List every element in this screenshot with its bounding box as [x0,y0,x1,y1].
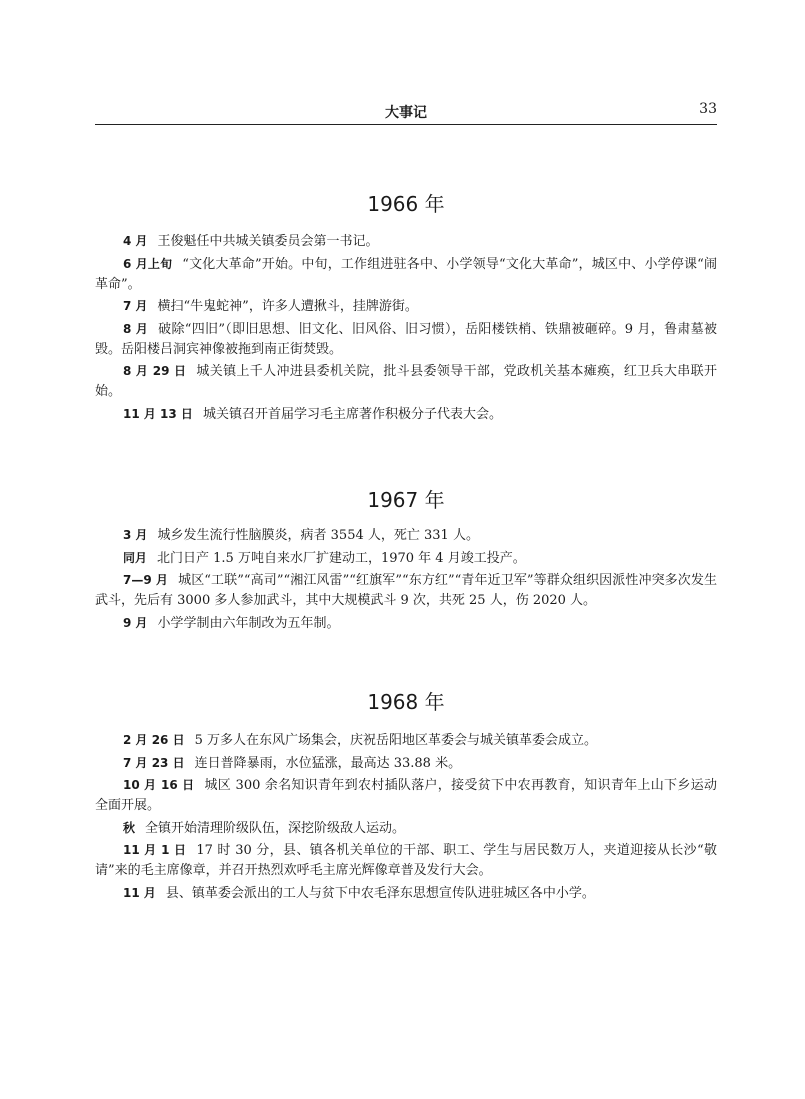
entry-text: 县、镇革委会派出的工人与贫下中农毛泽东思想宣传队进驻城区各中小学。 [165,885,595,901]
entry [95,883,717,904]
entry [95,613,717,634]
entry-text: 连日普降暴雨，水位猛涨，最高达 33.88 米。 [194,755,462,771]
entry [95,548,717,569]
entry [95,319,717,360]
entry [95,818,717,839]
entry-text: “文化大革命”开始。中旬，工作组进驻各中、小学领导“文化大革命”，城区中、小学停课“闹革命”。 [95,256,717,292]
entry-date: 8 月 29 日 [123,364,187,378]
entry [95,296,717,317]
entries-1967 [95,525,717,635]
entry-text: 北门日产 1.5 万吨自来水厂扩建动工，1970 年 4 月竣工投产。 [157,550,526,566]
year-heading-1967: 1967 年 [367,488,445,512]
entry-date: 8 月 [123,321,149,336]
entry-date: 7 月 23 日 [123,755,185,770]
entry [95,753,717,774]
entry-text: 破除“四旧”（即旧思想、旧文化、旧风俗、旧习惯），岳阳楼铁梢、铁鼎被砸碎。9 月，鲁肃墓被毁。岳阳楼吕洞宾神像被拖到南正街焚毁。 [95,321,717,357]
entry-text: 5 万多人在东风广场集会，庆祝岳阳地区革委会与城关镇革委会成立。 [194,733,597,748]
entry [95,570,717,611]
entry-text: 全镇开始清理阶级队伍，深挖阶级敌人运动。 [145,820,406,836]
entry-text: 17 时 30 分，县、镇各机关单位的干部、职工、学生与居民数万人，夹道迎接从长沙“敬请”来的毛主席像章，并召开热烈欢呼毛主席光辉像章普及发行大会。 [95,843,717,878]
page-header [95,98,717,125]
entry-text: 城乡发生流行性脑膜炎，病者 3554 人，死亡 331 人。 [157,528,479,543]
entry-text: 城关镇上千人冲进县委机关院，批斗县委领导干部，党政机关基本瘫痪，红卫兵大串联开始。 [95,364,717,399]
entry-date: 6 月上旬 [123,256,173,271]
entry-date: 11 月 [123,885,156,900]
entry-date: 7—9 月 [123,573,169,587]
year-heading-1966: 1966 年 [367,192,445,216]
entry [95,231,717,252]
entry-date: 7 月 [123,299,148,313]
entry-date: 11 月 1 日 [123,843,187,857]
entry-text: 王俊魁任中共城关镇委员会第一书记。 [157,234,379,249]
year-heading-1968: 1968 年 [367,690,445,714]
entry [95,775,717,816]
entry-text: 城区“工联”“高司”“湘江风雷”“红旗军”“东方红”“青年近卫军”等群众组织因派性冲突多次发生武斗，先后有 3000 多人参加武斗，其中大规模武斗 9 次，共死 25 人，伤 2020 人。 [95,573,717,608]
entry [95,730,717,751]
entry-text: 横扫“牛鬼蛇神”，许多人遭揪斗，挂牌游街。 [157,299,418,314]
entry-date: 秋 [123,820,136,835]
entry-date: 10 月 16 日 [123,778,195,792]
header-title: 大事记 [385,105,427,121]
entry-date: 同月 [123,550,148,565]
entries-1966 [95,231,717,426]
entry-date: 11 月 13 日 [123,406,193,421]
entries-1968 [95,730,717,905]
entry [95,361,717,402]
entry [95,254,717,295]
entry-date: 9 月 [123,615,148,630]
entry-date: 2 月 26 日 [123,733,185,747]
entry [95,525,717,546]
page-number: 33 [699,101,717,117]
entry-date: 4 月 [123,234,148,248]
entry-date: 3 月 [123,528,148,542]
entry [95,840,717,881]
entry [95,404,717,425]
entry-text: 城区 300 余名知识青年到农村插队落户，接受贫下中农再教育，知识青年上山下乡运动全面开展。 [95,778,717,813]
entry-text: 小学学制由六年制改为五年制。 [157,615,340,631]
entry-text: 城关镇召开首届学习毛主席著作积极分子代表大会。 [202,406,502,422]
